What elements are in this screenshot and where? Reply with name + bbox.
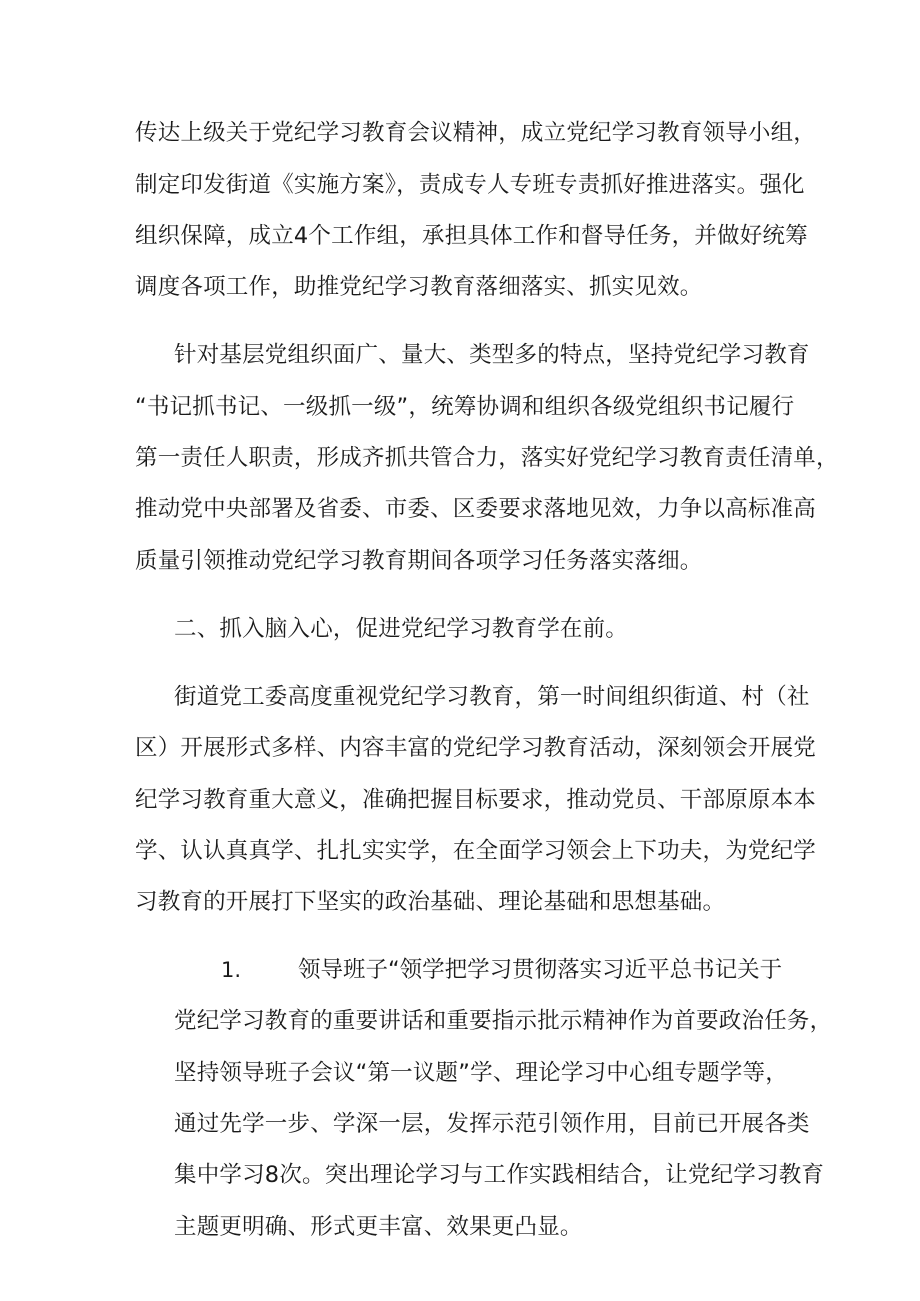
paragraph-3-line-4: 学、认认真真学、扎扎实实学，在全面学习领会上下功夫，为党纪学 bbox=[135, 838, 817, 864]
paragraph-1-line-4: 调度各项工作，助推党纪学习教育落细落实、抓实见效。 bbox=[135, 274, 703, 300]
list-item-line-5: 集中学习8次。突出理论学习与工作实践相结合，让党纪学习教育 bbox=[174, 1162, 825, 1188]
list-item-line-3: 坚持领导班子会议“第一议题”学、理论学习中心组专题学等， bbox=[174, 1060, 788, 1086]
paragraph-1-line-1: 传达上级关于党纪学习教育会议精神，成立党纪学习教育领导小组， bbox=[135, 120, 817, 146]
section-heading: 二、抓入脑入心，促进党纪学习教育学在前。 bbox=[174, 616, 629, 642]
paragraph-2-line-1: 针对基层党组织面广、量大、类型多的特点，坚持党纪学习教育 bbox=[174, 342, 810, 368]
paragraph-3-line-5: 习教育的开展打下坚实的政治基础、理论基础和思想基础。 bbox=[135, 889, 726, 915]
list-item-line-4: 通过先学一步、学深一层，发挥示范引领作用，目前已开展各类 bbox=[174, 1111, 810, 1137]
paragraph-2-line-2: “书记抓书记、一级抓一级”，统筹协调和组织各级党组织书记履行 bbox=[135, 394, 795, 420]
paragraph-3-line-2: 区）开展形式多样、内容丰富的党纪学习教育活动，深刻领会开展党 bbox=[135, 735, 817, 761]
paragraph-3-line-1: 街道党工委高度重视党纪学习教育，第一时间组织街道、村（社 bbox=[174, 684, 810, 710]
paragraph-3-line-3: 纪学习教育重大意义，准确把握目标要求，推动党员、干部原原本本 bbox=[135, 787, 817, 813]
paragraph-2-line-3: 第一责任人职责，形成齐抓共管合力，落实好党纪学习教育责任清单， bbox=[135, 445, 839, 471]
list-item-line-2: 党纪学习教育的重要讲话和重要指示批示精神作为首要政治任务， bbox=[174, 1008, 833, 1034]
paragraph-1-line-2: 制定印发街道《实施方案》，责成专人专班专责抓好推进落实。强化 bbox=[135, 172, 805, 198]
list-item-number: 1. bbox=[221, 958, 242, 982]
paragraph-1-line-3: 组织保障，成立4个工作组，承担具体工作和督导任务，并做好统筹 bbox=[135, 223, 808, 249]
list-item-first-line: 领导班子“领学把学习贯彻落实习近平总书记关于 bbox=[298, 957, 783, 983]
paragraph-2-line-4: 推动党中央部署及省委、市委、区委要求落地见效，力争以高标准高 bbox=[135, 496, 817, 522]
paragraph-2-line-5: 质量引领推动党纪学习教育期间各项学习任务落实落细。 bbox=[135, 548, 703, 574]
list-item-line-6: 主题更明确、形式更丰富、效果更凸显。 bbox=[174, 1214, 583, 1240]
